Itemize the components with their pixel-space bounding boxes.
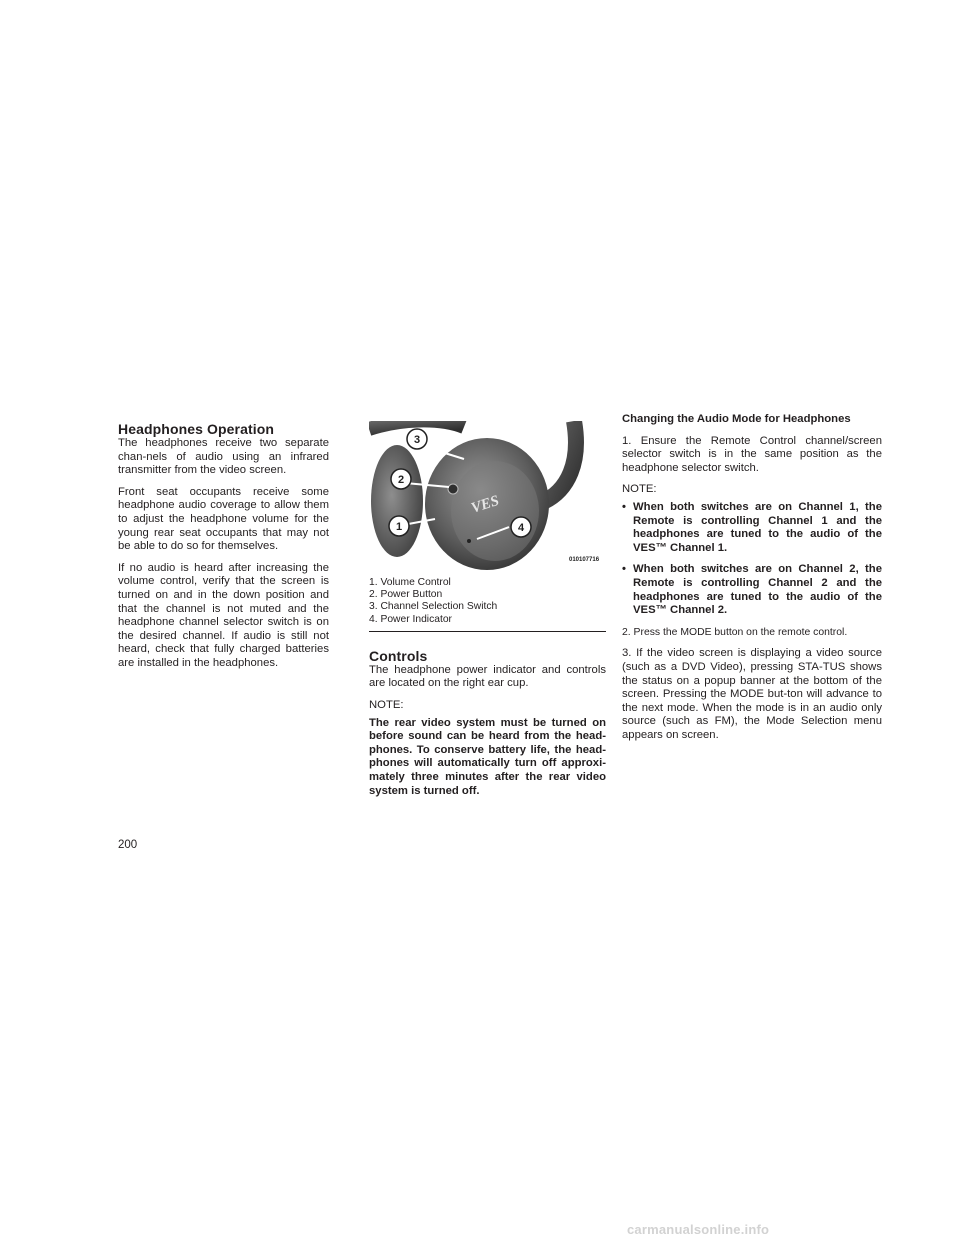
figure-captions (369, 577, 606, 626)
left-column (118, 421, 329, 679)
step-3: 3. If the video screen is displaying a video source (such as a DVD Video), pressing STA-TUS shows the status on a popup banner at the bottom of the screen. Pressing the MODE but-ton will advance to the next mode. When the mode is in an audio only source (such as FM), the Mode Selection menu appears on screen. (622, 647, 882, 741)
subheading-audio-mode: Changing the Audio Mode for Headphones (622, 413, 851, 425)
divider (369, 631, 606, 632)
note-item (622, 501, 882, 555)
step-2: 2. Press the MODE button on the remote control. (622, 626, 848, 638)
paragraph: The headphone power indicator and controls are located on the right ear cup. (369, 663, 606, 690)
note-item-text: When both switches are on Channel 1, the Remote is controlling Channel 1 and the headphones are tuned to the audio of the VES™ Channel 1. (633, 500, 882, 554)
callout-3: 3 (413, 434, 421, 446)
note-label: NOTE: (622, 483, 657, 496)
section-title-controls: Controls (369, 647, 428, 664)
caption: 4. Power Indicator (369, 613, 452, 625)
note-label: NOTE: (369, 699, 404, 711)
page-number: 200 (118, 839, 138, 851)
note-item (622, 563, 882, 617)
bullet-icon: • (622, 500, 626, 513)
paragraph: If no audio is heard after increasing the volume control, verify that the screen is turned on and in the down position and that the channel is not muted and the headphone channel selector switch is on the desired channel. If audio is still not heard, check that fully charged batteries are installed in the headphones. (118, 561, 329, 669)
callout-4: 4 (517, 522, 525, 534)
paragraph: Front seat occupants receive some headphone audio coverage to allow them to adjust the headphone volume for the young rear seat occupants that may not be able to do so for themselves. (118, 485, 329, 553)
headphones-figure (369, 421, 606, 571)
section-title-headphones-operation: Headphones Operation (118, 421, 275, 437)
step-1: 1. Ensure the Remote Control channel/screen selector switch is in the same position as the headphone selector switch. (622, 434, 882, 474)
right-column (622, 413, 882, 750)
watermark: carmanualsonline.info (627, 1222, 770, 1237)
callout-1: 1 (395, 521, 403, 533)
middle-column (369, 421, 606, 806)
ves-logo: VES (469, 492, 502, 517)
note-item-text: When both switches are on Channel 2, the Remote is controlling Channel 2 and the headphones are tuned to the audio of the VES™ Channel 2. (633, 563, 882, 617)
headphones-illustration (369, 421, 606, 571)
bullet-icon: • (622, 563, 626, 576)
caption: 1. Volume Control (369, 577, 451, 588)
callout-2: 2 (397, 474, 405, 486)
caption: 3. Channel Selection Switch (369, 601, 498, 613)
paragraph: The headphones receive two separate chan-nels of audio using an infrared transmitter from the video screen. (118, 437, 329, 477)
note-list (622, 501, 882, 618)
note-text: The rear video system must be turned on before sound can be heard from the head-phones. To conserve battery life, the head-phones will automatically turn off approxi-mately three minutes after the rear video system is turned off. (369, 716, 606, 797)
figure-code: 010107716 (569, 557, 600, 563)
caption: 2. Power Button (369, 589, 443, 601)
